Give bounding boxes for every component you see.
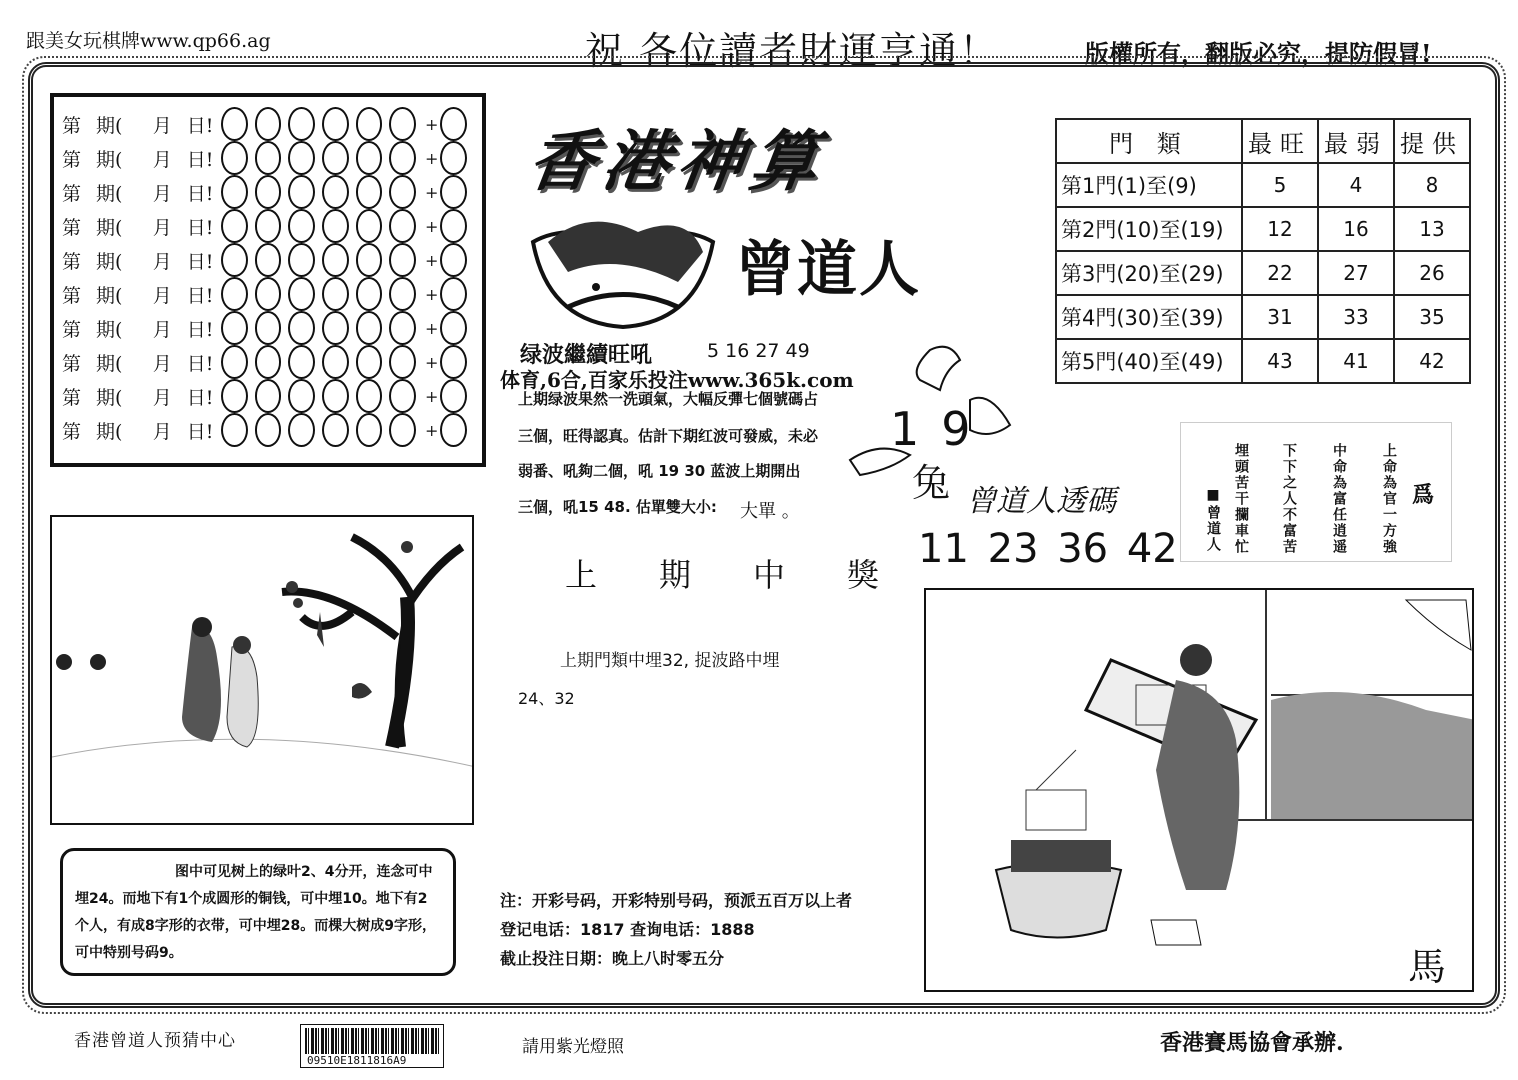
- last-result-text: 上期門類中埋32, 捉波路中埋: [560, 651, 780, 671]
- poem-line: 中命為富任逍遥: [1331, 443, 1347, 555]
- tip-number: 19: [890, 402, 993, 456]
- number-circle: [255, 413, 282, 447]
- table-header: 最弱: [1318, 119, 1394, 163]
- special-number-circle: [440, 379, 467, 413]
- grid-label: 日!: [186, 250, 214, 273]
- grid-row: [62, 277, 474, 311]
- table-cell: 35: [1394, 295, 1470, 339]
- promo-site-line: 体育,6合,百家乐投注www.365k.com: [500, 368, 854, 392]
- grid-label: 第: [62, 182, 82, 205]
- special-number-circle: [440, 209, 467, 243]
- number-circle: [288, 175, 315, 209]
- number-circle: [255, 345, 282, 379]
- table-cell: 27: [1318, 251, 1394, 295]
- number-circle: [255, 243, 282, 277]
- number-circle: [322, 141, 349, 175]
- poem-line: 下下之人不富苦: [1281, 443, 1297, 555]
- number-circle: [356, 141, 383, 175]
- table-cell: 41: [1318, 339, 1394, 383]
- table-cell: 22: [1242, 251, 1318, 295]
- special-number-circle: [440, 243, 467, 277]
- table-cell: 42: [1394, 339, 1470, 383]
- number-circle: [322, 175, 349, 209]
- barcode: [300, 1024, 444, 1068]
- grid-label: 月: [152, 250, 172, 273]
- grid-row: [62, 345, 474, 379]
- grid-label: 月: [152, 114, 172, 137]
- grid-label: 日!: [186, 318, 214, 341]
- lottery-notes: [500, 886, 852, 973]
- number-circle: [356, 277, 383, 311]
- horse-zodiac-label: 馬: [1408, 945, 1447, 989]
- number-circle: [356, 175, 383, 209]
- poem-signature: ■曾道人: [1205, 487, 1221, 553]
- table-cell: 16: [1318, 207, 1394, 251]
- analysis-line-2: 三個，旺得認真。估計下期红波可發威，未必: [518, 427, 819, 445]
- grid-label: 第: [62, 318, 82, 341]
- number-circle: [322, 107, 349, 141]
- grid-label: 日!: [186, 284, 214, 307]
- grid-label: 第: [62, 420, 82, 443]
- grid-label: 期(: [96, 148, 123, 171]
- special-number-circle: [440, 311, 467, 345]
- grid-label: 第: [62, 148, 82, 171]
- analysis-line-3: 弱番、吼夠二個，吼 19 30 蓝波上期開出: [518, 462, 801, 480]
- grid-label: 日!: [186, 182, 214, 205]
- green-wave-numbers: 5 16 27 49: [707, 340, 810, 362]
- number-circle: [255, 311, 282, 345]
- table-cell: 13: [1394, 207, 1470, 251]
- title-subtitle: 曾道人: [735, 235, 921, 305]
- number-circle: [288, 209, 315, 243]
- page-title: 香港神算: [523, 122, 831, 200]
- number-circle: [389, 311, 416, 345]
- special-number-circle: [440, 175, 467, 209]
- number-circle: [288, 107, 315, 141]
- number-circle: [356, 345, 383, 379]
- number-circle: [389, 345, 416, 379]
- plus-sign: +: [424, 386, 439, 406]
- poem-line: 上命為官一方強: [1381, 443, 1397, 555]
- number-circle: [356, 243, 383, 277]
- table-cell: 26: [1394, 251, 1470, 295]
- grid-label: 日!: [186, 114, 214, 137]
- number-circle: [288, 141, 315, 175]
- table-cell: 33: [1318, 295, 1394, 339]
- plus-sign: +: [424, 114, 439, 134]
- table-cell: 第4門(30)至(39): [1056, 295, 1242, 339]
- plus-sign: +: [424, 284, 439, 304]
- table-cell: 第3門(20)至(29): [1056, 251, 1242, 295]
- grid-label: 日!: [186, 352, 214, 375]
- grid-label: 日!: [186, 420, 214, 443]
- special-number-circle: [440, 107, 467, 141]
- note-line: 登记电话：1817 查询电话：1888: [500, 920, 755, 939]
- grid-label: 第: [62, 216, 82, 239]
- number-circle: [255, 141, 282, 175]
- table-row: [1056, 339, 1470, 383]
- barcode-bars: [305, 1028, 439, 1054]
- number-circle: [221, 277, 248, 311]
- number-circle: [389, 243, 416, 277]
- last-result-numbers: 24、32: [518, 689, 575, 708]
- number-circle: [389, 413, 416, 447]
- plus-sign: +: [424, 318, 439, 338]
- table-cell: 4: [1318, 163, 1394, 207]
- number-circle: [221, 413, 248, 447]
- number-circle: [389, 209, 416, 243]
- grid-label: 月: [152, 386, 172, 409]
- number-circle: [322, 345, 349, 379]
- number-circle: [288, 277, 315, 311]
- number-circle: [221, 379, 248, 413]
- grid-label: 期(: [96, 318, 123, 341]
- grid-row: [62, 413, 474, 447]
- table-header: 提供: [1394, 119, 1470, 163]
- number-circle: [356, 311, 383, 345]
- grid-label: 第: [62, 250, 82, 273]
- grid-label: 第: [62, 352, 82, 375]
- grid-label: 月: [152, 318, 172, 341]
- plus-sign: +: [424, 216, 439, 236]
- scroll-figure-illustration: [924, 588, 1474, 992]
- number-circle: [255, 107, 282, 141]
- number-circle: [322, 209, 349, 243]
- table-row: [1056, 163, 1470, 207]
- grid-row: [62, 311, 474, 345]
- grid-label: 月: [152, 352, 172, 375]
- special-number-circle: [440, 277, 467, 311]
- table-cell: 第5門(40)至(49): [1056, 339, 1242, 383]
- grid-label: 期(: [96, 386, 123, 409]
- grid-label: 月: [152, 420, 172, 443]
- table-cell: 12: [1242, 207, 1318, 251]
- number-circle: [322, 311, 349, 345]
- number-circle: [389, 277, 416, 311]
- barcode-number: 09510E1811816A9: [307, 1054, 407, 1067]
- number-circle: [389, 175, 416, 209]
- table-cell: 8: [1394, 163, 1470, 207]
- number-circle: [221, 175, 248, 209]
- number-circle: [356, 413, 383, 447]
- grid-label: 期(: [96, 114, 123, 137]
- number-circle: [221, 209, 248, 243]
- number-circle: [356, 379, 383, 413]
- tip-zodiac: 兔: [912, 461, 951, 505]
- grid-label: 月: [152, 216, 172, 239]
- number-circle: [322, 413, 349, 447]
- table-cell: 第2門(10)至(19): [1056, 207, 1242, 251]
- picture-hint-box: 图中可见树上的绿叶2、4分开，连念可中埋24。而地下有1个成圆形的铜钱，可中埋10。地下有2个人，有成8字形的衣带，可中埋28。而棵大树成9字形，可中特别号码9。: [60, 848, 456, 976]
- number-circle: [288, 345, 315, 379]
- door-category-table: [1055, 118, 1471, 384]
- analysis-line-4: 三個，吼15 48. 估單雙大小:: [518, 498, 717, 516]
- number-circle: [389, 141, 416, 175]
- number-circle: [389, 379, 416, 413]
- number-circle: [322, 277, 349, 311]
- number-circle: [221, 243, 248, 277]
- grid-label: 月: [152, 148, 172, 171]
- grid-label: 日!: [186, 386, 214, 409]
- grid-label: 月: [152, 284, 172, 307]
- note-line: 注：开彩号码，开彩特别号码，预派五百万以上者: [500, 891, 853, 910]
- grid-label: 期(: [96, 284, 123, 307]
- tip-label: 曾道人透碼: [966, 484, 1116, 519]
- special-number-circle: [440, 413, 467, 447]
- number-circle: [221, 311, 248, 345]
- grid-row: [62, 107, 474, 141]
- grid-label: 第: [62, 386, 82, 409]
- number-circle: [389, 107, 416, 141]
- grid-row: [62, 209, 474, 243]
- plus-sign: +: [424, 352, 439, 372]
- number-circle: [221, 107, 248, 141]
- grid-label: 期(: [96, 420, 123, 443]
- table-cell: 5: [1242, 163, 1318, 207]
- table-header: 門 類: [1056, 119, 1242, 163]
- grid-row: [62, 141, 474, 175]
- number-circle: [221, 345, 248, 379]
- grid-row: [62, 175, 474, 209]
- grid-label: 期(: [96, 182, 123, 205]
- number-circle: [255, 175, 282, 209]
- table-row: [1056, 251, 1470, 295]
- plus-sign: +: [424, 182, 439, 202]
- copyright-notice: 版權所有，翻版必究，提防假冒!: [1085, 39, 1432, 68]
- grid-row: [62, 243, 474, 277]
- table-cell: 第1門(1)至(9): [1056, 163, 1242, 207]
- grid-label: 期(: [96, 216, 123, 239]
- number-circle: [356, 107, 383, 141]
- number-circle: [255, 209, 282, 243]
- table-cell: 43: [1242, 339, 1318, 383]
- site-header-text: 跟美女玩棋牌www.qp66.ag: [26, 30, 271, 52]
- tree-illustration: [50, 515, 474, 825]
- number-circle: [322, 243, 349, 277]
- tip-numbers: 11 23 36 42: [918, 526, 1178, 572]
- plus-sign: +: [424, 250, 439, 270]
- organizer-text: 香港賽馬協會承辦.: [1160, 1030, 1344, 1056]
- number-grid: [50, 93, 486, 467]
- gold-ingot-icon: [528, 212, 718, 332]
- last-win-heading: 上期中獎: [565, 556, 942, 594]
- grid-row: [62, 379, 474, 413]
- analysis-line-1: 上期绿波果然一洗頭氣，大幅反彈七個號碼占: [518, 390, 819, 408]
- table-row: [1056, 207, 1470, 251]
- number-circle: [288, 379, 315, 413]
- number-circle: [322, 379, 349, 413]
- number-circle: [356, 209, 383, 243]
- note-line: 截止投注日期：晚上八时零五分: [500, 949, 725, 968]
- plus-sign: +: [424, 148, 439, 168]
- number-circle: [288, 243, 315, 277]
- poem-mark: 爲: [1412, 482, 1435, 508]
- green-wave-heading: 绿波繼續旺吼: [520, 343, 653, 368]
- table-header: 最旺: [1242, 119, 1318, 163]
- table-row: [1056, 295, 1470, 339]
- grid-label: 日!: [186, 148, 214, 171]
- number-circle: [221, 141, 248, 175]
- number-circle: [255, 379, 282, 413]
- greeting-banner: 祝 各位讀者財運亨通！: [585, 29, 1000, 73]
- uv-light-note: 請用紫光燈照: [522, 1037, 624, 1057]
- special-number-circle: [440, 141, 467, 175]
- number-circle: [255, 277, 282, 311]
- special-number-circle: [440, 345, 467, 379]
- grid-label: 第: [62, 114, 82, 137]
- table-cell: 31: [1242, 295, 1318, 339]
- grid-label: 第: [62, 284, 82, 307]
- grid-label: 期(: [96, 352, 123, 375]
- footer-center-name: 香港曾道人预猜中心: [74, 1031, 236, 1051]
- number-circle: [288, 311, 315, 345]
- plus-sign: +: [424, 420, 439, 440]
- number-circle: [288, 413, 315, 447]
- grid-label: 日!: [186, 216, 214, 239]
- poem-line: 埋頭苦干攔車忙: [1233, 443, 1249, 555]
- odd-even-guess: 大單 。: [740, 501, 800, 522]
- grid-label: 月: [152, 182, 172, 205]
- grid-label: 期(: [96, 250, 123, 273]
